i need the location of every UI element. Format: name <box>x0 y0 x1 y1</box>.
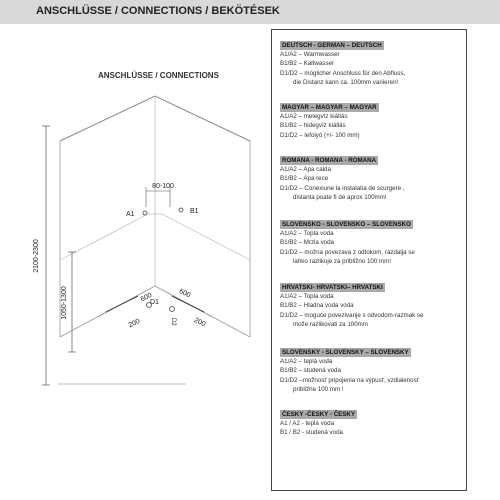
section-line: A1/A2 – teplá voda <box>280 358 333 366</box>
section-line: približne 100 mm ! <box>293 385 344 393</box>
section-slovenian <box>280 220 415 266</box>
section-line: B1/B2 – studená voda <box>280 367 341 375</box>
section-line: B1/B2 – Kaltwasser <box>280 60 334 68</box>
spacing-label: 80-100 <box>152 183 174 190</box>
d2-label: D2 <box>170 318 176 326</box>
right-600-label: 600 <box>177 287 192 300</box>
section-line: D1/D2 – Conexiune la instalatia de scurgere , <box>280 184 405 192</box>
diagram-title: ANSCHLÜSSE / CONNECTIONS <box>98 71 219 80</box>
section-line: A1/A2 – Warmwasser <box>280 51 340 59</box>
section-line: D1/D2 – lefolyó (+/- 100 mm) <box>280 131 360 139</box>
section-line: die Distanz kann ca. 100mm variieren! <box>293 78 399 86</box>
section-heading: MAGYAR – MAGYAR – MAGYAR <box>282 104 377 111</box>
floor-outline <box>60 286 250 337</box>
section-line: D1/D2 – möglicher Anschluss für den Abfluss, <box>280 69 406 77</box>
b1-connection-point <box>179 208 183 212</box>
section-heading: SLOVENSKY - SLOVENSKY – SLOVENSKY <box>282 349 409 356</box>
section-romanian <box>280 156 405 202</box>
section-croatian <box>280 283 423 329</box>
total-height-label: 2100-2300 <box>33 239 40 273</box>
left-200-label: 200 <box>127 317 142 330</box>
a1-connection-point <box>143 211 147 215</box>
section-heading: HRVATSKI- HRVATSKI– HRVATSKI <box>282 284 383 291</box>
section-line: D1/D2 – možna povezava z odtokom, razdalja se <box>280 248 415 256</box>
a1-label: A1 <box>126 211 135 218</box>
connection-height-label: 1050-1300 <box>61 286 68 320</box>
language-legend-panel <box>271 29 467 491</box>
section-line: B1/B2 – hidegvíz kiállás <box>280 122 346 130</box>
section-line: lahko razlikuje za približno 100 mm! <box>293 257 392 265</box>
section-line: distanta poate fi de aprox 100mm! <box>293 193 387 201</box>
section-line: B1/B2 – Hladna voda voda <box>280 302 354 310</box>
section-slovak <box>280 348 419 394</box>
b1-label: B1 <box>190 208 199 215</box>
section-line: A1/A2 – Topla voda <box>280 230 334 238</box>
section-line: A1/A2 – Topla voda <box>280 293 334 301</box>
section-line: može razlikovati za 100mm <box>293 320 368 328</box>
left-600-label: 600 <box>139 291 154 304</box>
section-line: A1 / A2 - teplá voda <box>280 420 335 428</box>
section-heading: SLOVENSKO - SLOVENSKO – SLOVENSKO <box>282 221 411 228</box>
section-line: B1 / B2 - studená voda <box>280 429 343 437</box>
section-line: D1/D2 –možnosť pripojenia na výpusť, vzdialenosť <box>280 376 420 384</box>
page-title: ANSCHLÜSSE / CONNECTIONS / BEKÖTÉSEK <box>36 5 280 17</box>
section-hungarian <box>280 103 379 140</box>
section-line: A1/A2 – Apa calda <box>280 166 331 174</box>
section-heading: ROMANA - ROMANA - ROMANA <box>282 157 377 164</box>
right-200-label: 200 <box>192 316 207 329</box>
section-czech <box>280 410 357 438</box>
section-german <box>280 41 405 87</box>
tray-lip-left <box>106 296 138 312</box>
d1-label: D1 <box>150 299 159 306</box>
section-line: A1/A2 – melegvíz kiállás <box>280 113 348 121</box>
section-line: B1/B2 – Apa rece <box>280 175 329 183</box>
section-line: D1/D2 – moguće povezivanje s odvodom-razmak se <box>280 311 424 319</box>
section-heading: DEUTSCH - GERMAN – DEUTSCH <box>282 42 382 49</box>
section-line: B1/B2 – Mrzla voda <box>280 239 334 247</box>
d2-drain-point <box>170 307 175 312</box>
section-heading: ČESKY -ČESKY - ČESKY <box>282 411 356 418</box>
